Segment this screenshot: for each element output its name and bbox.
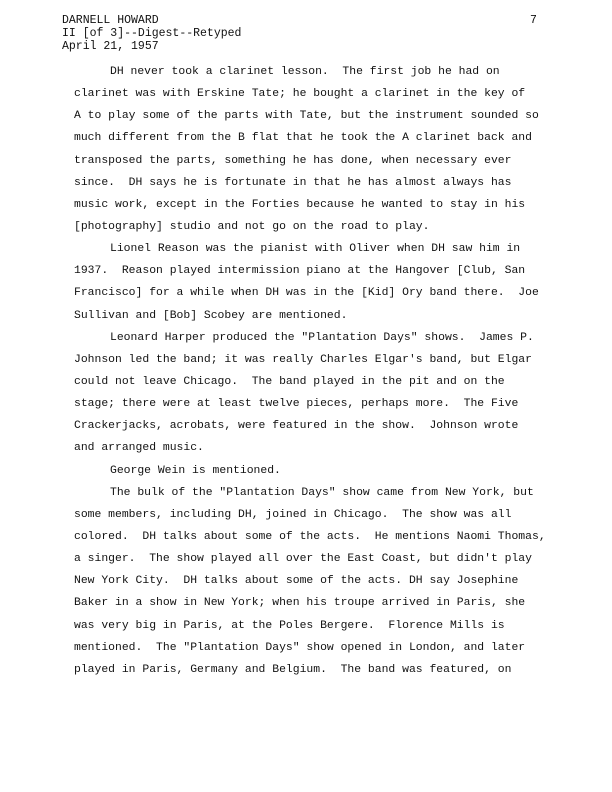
- text-line: colored. DH talks about some of the acts. He mentions Naomi Thomas,: [74, 530, 546, 543]
- text-line: mentioned. The "Plantation Days" show opened in London, and later: [74, 641, 526, 654]
- text-line: Baker in a show in New York; when his troupe arrived in Paris, she: [74, 597, 526, 610]
- header-date: April 21, 1957: [62, 40, 159, 53]
- text-line: could not leave Chicago. The band played in the pit and on the: [74, 375, 505, 388]
- text-line: music work, except in the Forties because he wanted to stay in his: [74, 198, 526, 211]
- text-line: 1937. Reason played intermission piano at the Hangover [Club, San: [74, 265, 526, 278]
- text-line: a singer. The show played all over the East Coast, but didn't play: [74, 553, 532, 566]
- text-line: The bulk of the "Plantation Days" show came from New York, but: [110, 486, 534, 499]
- text-line: Francisco] for a while when DH was in the [Kid] Ory band there. Joe: [74, 287, 539, 300]
- document-header: [62, 14, 241, 53]
- text-line: Sullivan and [Bob] Scobey are mentioned.: [74, 309, 348, 322]
- text-line: since. DH says he is fortunate in that he has almost always has: [74, 176, 512, 189]
- header-reel: II [of 3]--Digest--Retyped: [62, 27, 242, 40]
- text-line: George Wein is mentioned.: [110, 464, 281, 477]
- text-line: New York City. DH talks about some of the acts. DH say Josephine: [74, 575, 519, 588]
- text-line: much different from the B flat that he took the A clarinet back and: [74, 132, 532, 145]
- text-line: stage; there were at least twelve pieces, perhaps more. The Five: [74, 398, 519, 411]
- text-line: Lionel Reason was the pianist with Oliver when DH saw him in: [110, 243, 521, 256]
- text-line: was very big in Paris, at the Poles Bergere. Florence Mills is: [74, 619, 505, 632]
- text-line: DH never took a clarinet lesson. The first job he had on: [110, 66, 500, 78]
- text-line: Leonard Harper produced the "Plantation Days" shows. James P.: [110, 331, 534, 344]
- page-number: 7: [530, 14, 537, 27]
- text-line: Johnson led the band; it was really Charles Elgar's band, but Elgar: [74, 353, 532, 366]
- text-line: and arranged music.: [74, 442, 204, 455]
- text-line: transposed the parts, something he has done, when necessary ever: [74, 154, 512, 167]
- text-line: Crackerjacks, acrobats, were featured in the show. Johnson wrote: [74, 420, 519, 433]
- text-line: some members, including DH, joined in Chicago. The show was all: [74, 508, 512, 521]
- text-line: clarinet was with Erskine Tate; he bought a clarinet in the key of: [74, 88, 526, 101]
- document-body: [74, 61, 586, 681]
- text-line: A to play some of the parts with Tate, but the instrument sounded so: [74, 110, 539, 123]
- text-line: played in Paris, Germany and Belgium. The band was featured, on: [74, 663, 512, 676]
- text-line: [photography] studio and not go on the road to play.: [74, 220, 430, 233]
- header-name: DARNELL HOWARD: [62, 14, 159, 27]
